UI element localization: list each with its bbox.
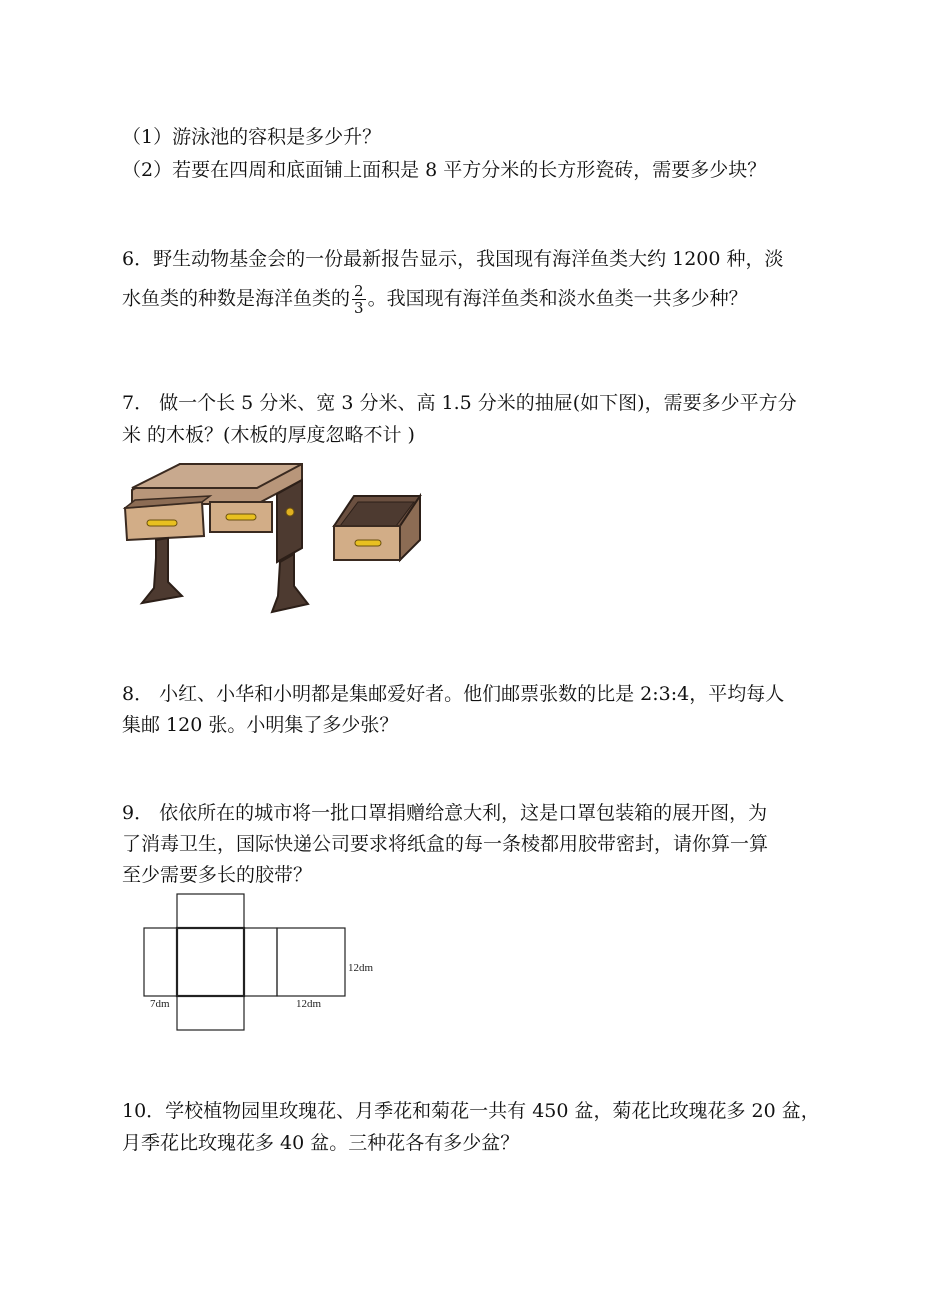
net-top-face [177, 894, 244, 928]
fraction-numerator: 2 [354, 282, 364, 300]
box-net-diagram [140, 890, 400, 1035]
net-right-face [244, 928, 277, 996]
desk-knob [286, 508, 294, 516]
net-bottom-face [177, 996, 244, 1030]
q10-line2: 月季花比玫瑰花多 40 盆。三种花各有多少盆？ [122, 1132, 520, 1154]
q9-line1: 9． 依依所在的城市将一批口罩捐赠给意大利，这是口罩包装箱的展开图，为 [122, 802, 768, 824]
q9-line2: 了消毒卫生，国际快递公司要求将纸盒的每一条棱都用胶带密封，请你算一算 [122, 833, 769, 855]
q6-line2-pre: 水鱼类的种数是海洋鱼类的 [122, 287, 351, 310]
q8-line1: 8． 小红、小华和小明都是集邮爱好者。他们邮票张数的比是 2:3:4，平均每人 [122, 683, 785, 705]
net-left-face [144, 928, 177, 996]
net-length-label: 12dm [296, 998, 322, 1010]
q7-line1: 7． 做一个长 5 分米、宽 3 分米、高 1.5 分米的抽屉(如下图)，需要多少平方分 [122, 392, 797, 414]
fraction-two-thirds [352, 283, 366, 316]
desk-middle-drawer-handle [226, 514, 256, 520]
q8-line2: 集邮 120 张。小明集了多少张？ [122, 714, 399, 736]
desk-drawer-illustration [122, 458, 432, 616]
q6-line2 [122, 283, 748, 316]
standalone-drawer-handle [355, 540, 381, 546]
q6-line2-post: 。我国现有海洋鱼类和淡水鱼类一共多少种？ [367, 287, 748, 310]
net-width-label: 7dm [150, 998, 170, 1010]
q6-line1: 6．野生动物基金会的一份最新报告显示，我国现有海洋鱼类大约 1200 种，淡 [122, 248, 784, 270]
q10-line1: 10．学校植物园里玫瑰花、月季花和菊花一共有 450 盆，菊花比玫瑰花多 20 盆， [122, 1100, 820, 1122]
net-height-label: 12dm [348, 962, 374, 974]
q9-line3: 至少需要多长的胶带？ [122, 864, 313, 886]
desk-left-drawer-handle [147, 520, 177, 526]
q7-line2: 米 的木板？(木板的厚度忽略不计 ) [122, 424, 415, 446]
q5-sub2: （2）若要在四周和底面铺上面积是 8 平方分米的长方形瓷砖，需要多少块？ [122, 159, 767, 181]
q5-sub1: （1）游泳池的容积是多少升？ [122, 126, 382, 148]
fraction-denominator: 3 [354, 299, 364, 317]
net-back-face [277, 928, 345, 996]
standalone-drawer [334, 496, 420, 560]
desk-side-panel [277, 480, 302, 562]
desk-left-leg [142, 538, 182, 603]
net-front-face [177, 928, 244, 996]
